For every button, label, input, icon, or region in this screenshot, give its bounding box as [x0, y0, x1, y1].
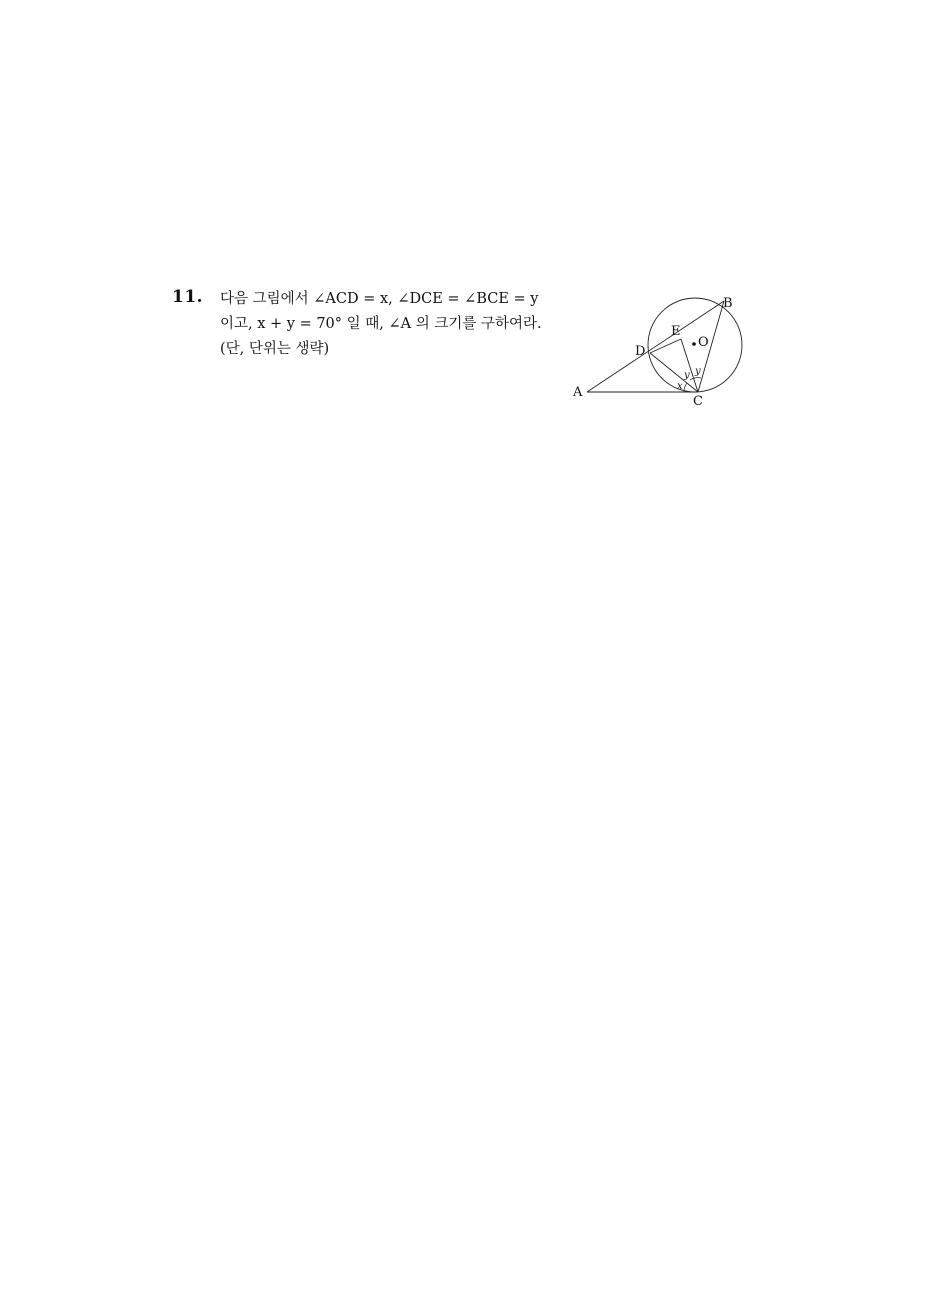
- problem-statement: [220, 287, 565, 362]
- problem-line-2: 이고, x + y = 70° 일 때, ∠A 의 크기를 구하여라.: [220, 316, 542, 332]
- geometry-figure: [568, 288, 758, 412]
- label-y-dce: y: [684, 370, 690, 381]
- center-point-o: [692, 342, 696, 346]
- problem-line-3: (단, 단위는 생략): [220, 341, 330, 357]
- label-d: D: [635, 344, 646, 359]
- problem-number: 11.: [172, 287, 204, 307]
- label-e: E: [671, 324, 681, 339]
- label-y-bce: y: [695, 366, 701, 377]
- label-b: B: [723, 296, 733, 311]
- problem-line-1: 다음 그림에서 ∠ACD = x, ∠DCE = ∠BCE = y: [220, 291, 539, 307]
- angle-arc-y: [690, 378, 701, 380]
- label-a: A: [573, 385, 583, 400]
- line-de: [650, 339, 681, 353]
- label-c: C: [693, 394, 703, 409]
- geometry-figure-svg: [568, 288, 758, 412]
- label-o: O: [698, 335, 709, 350]
- label-x: x: [677, 381, 683, 392]
